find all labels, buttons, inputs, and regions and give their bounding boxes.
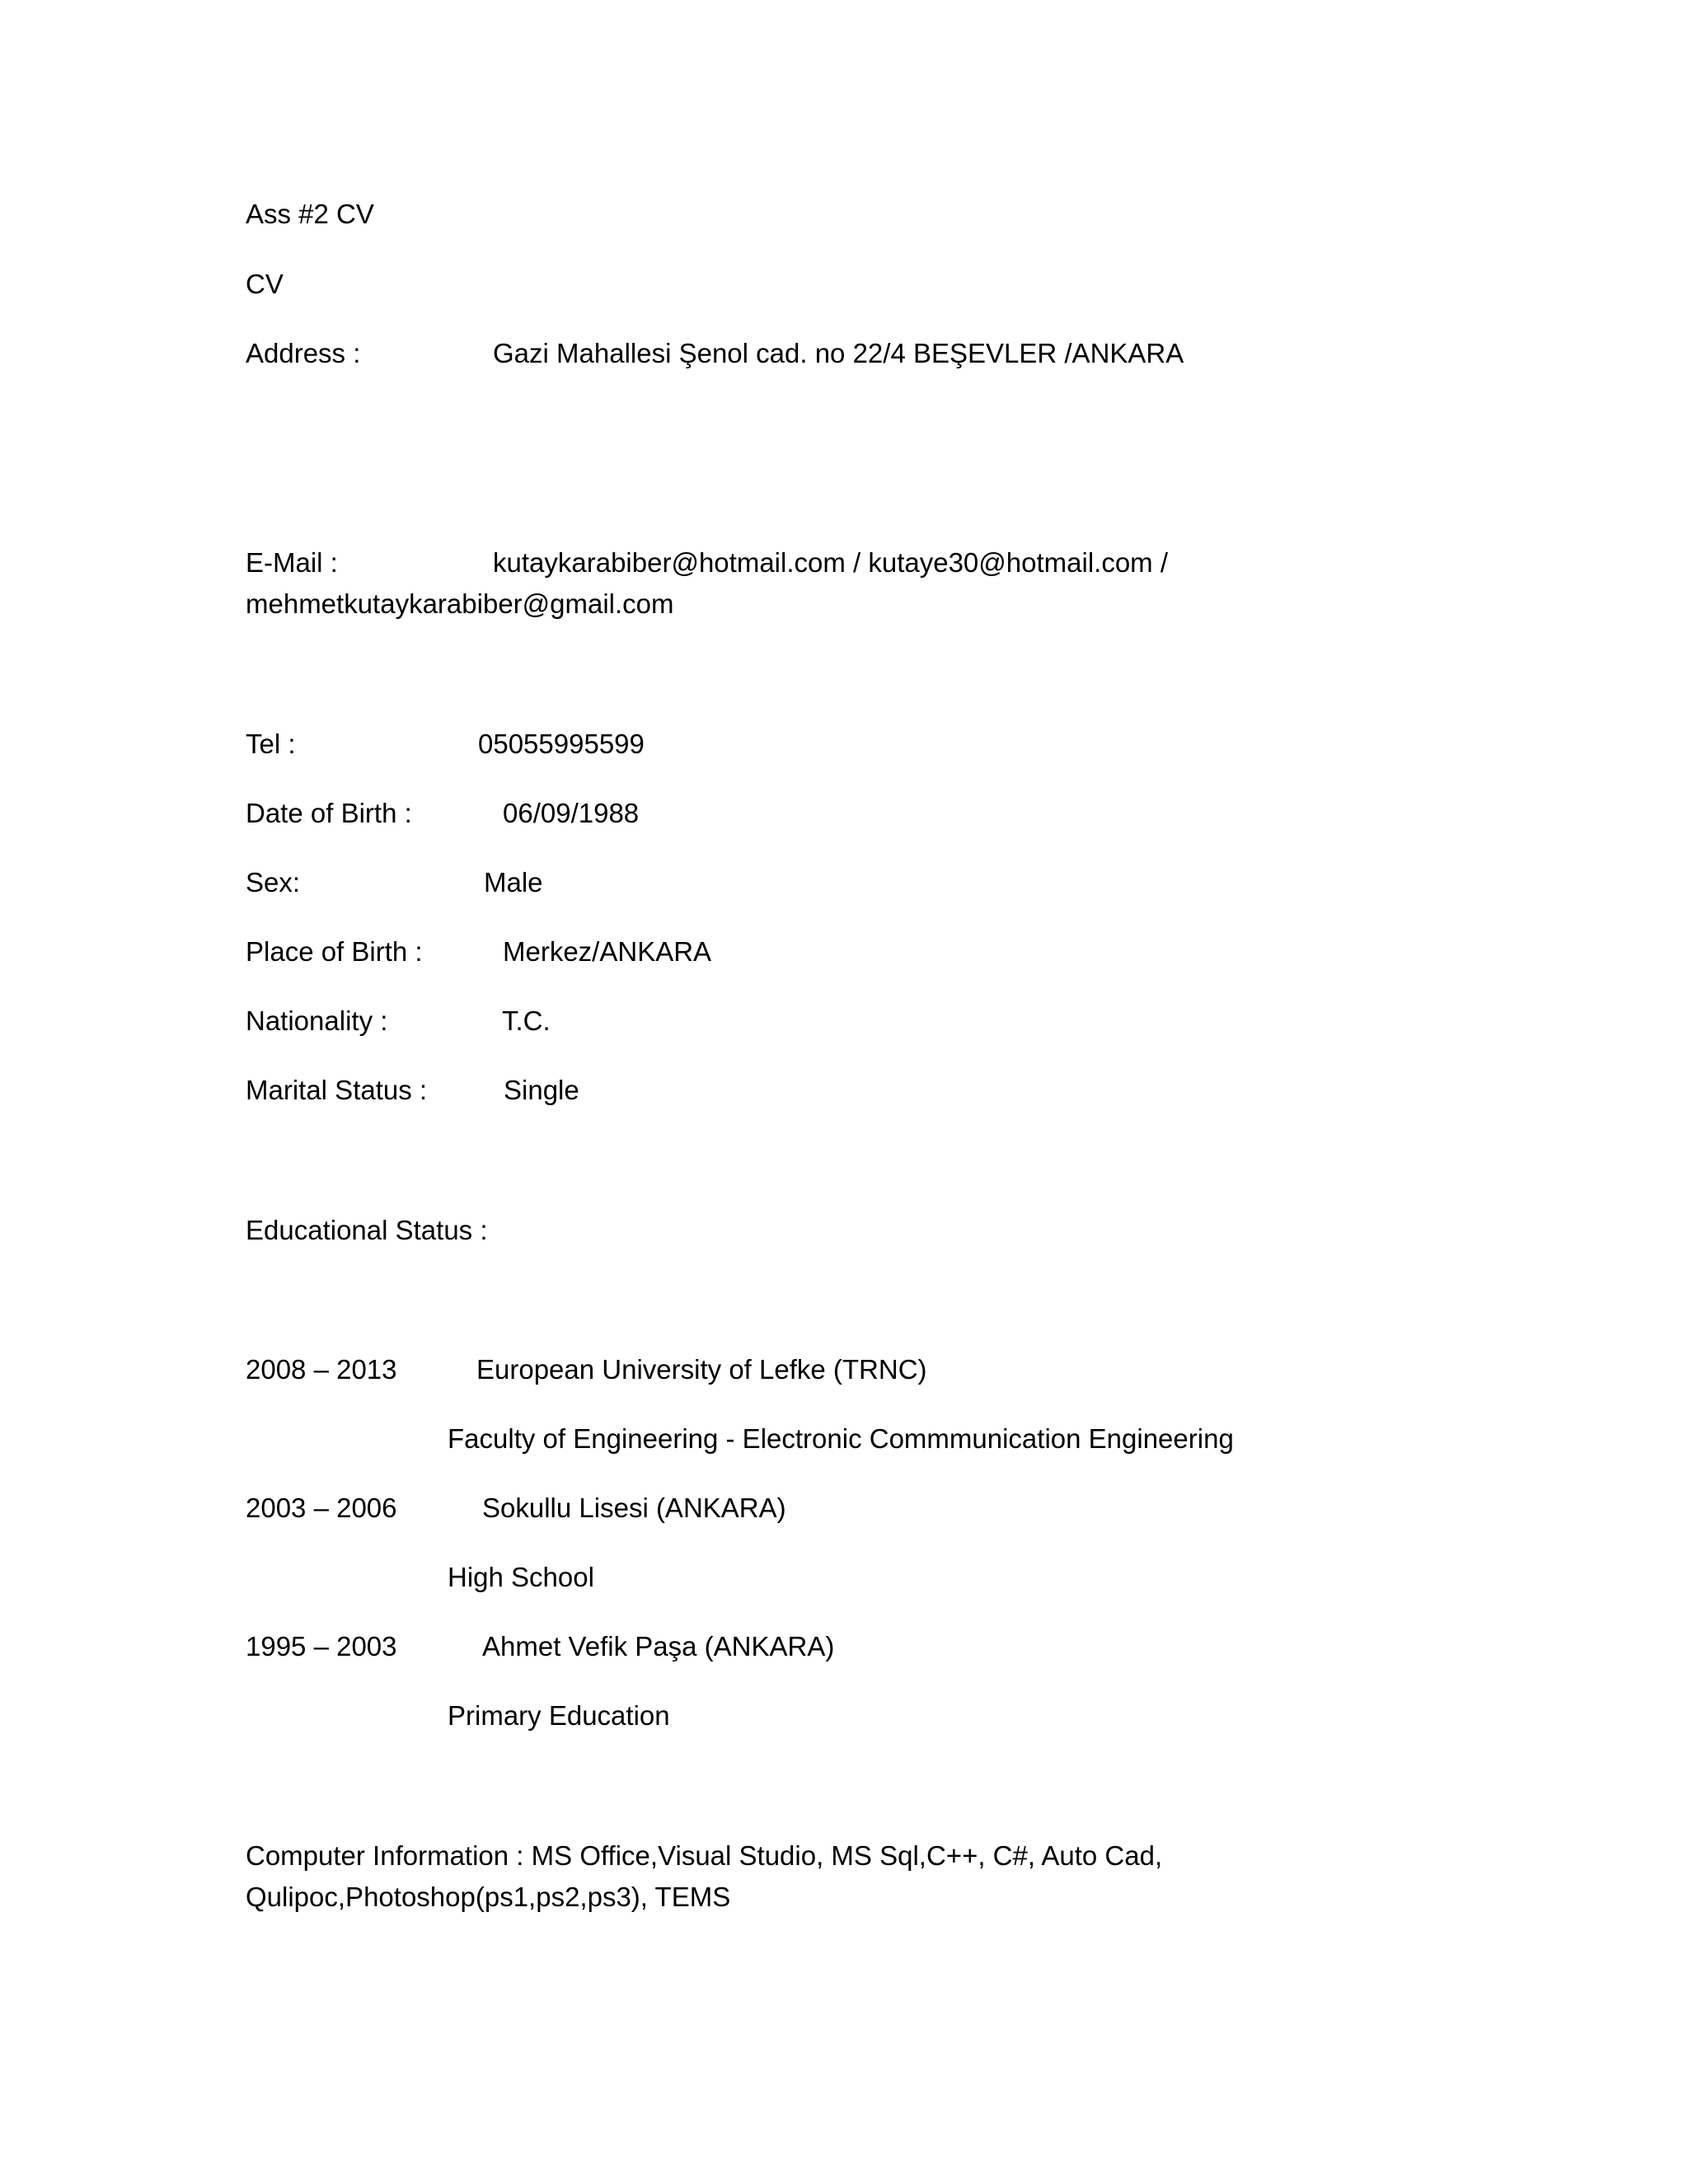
- assignment-title: Ass #2 CV: [246, 199, 374, 229]
- pob-row: [246, 931, 712, 972]
- education-school: Sokullu Lisesi (ANKARA): [482, 1493, 786, 1523]
- education-years: 2003 – 2006: [246, 1493, 397, 1523]
- education-heading: Educational Status :: [246, 1215, 488, 1245]
- document-title: CV: [246, 269, 284, 299]
- pob-value: Merkez/ANKARA: [503, 936, 712, 967]
- marital-value: Single: [504, 1075, 579, 1105]
- education-school: Ahmet Vefik Paşa (ANKARA): [482, 1631, 835, 1661]
- dob-row: [246, 793, 640, 834]
- education-entry: [246, 1626, 835, 1667]
- email-value-continued: mehmetkutaykarabiber@gmail.com: [246, 588, 674, 619]
- sex-row: [246, 862, 543, 903]
- pob-label: Place of Birth :: [246, 936, 423, 967]
- email-row: [246, 542, 1169, 583]
- education-entry: [246, 1349, 927, 1390]
- dob-label: Date of Birth :: [246, 798, 412, 828]
- email-label: E-Mail :: [246, 547, 338, 578]
- education-detail: Faculty of Engineering - Electronic Commmunication Engineering: [448, 1423, 1234, 1454]
- marital-row: [246, 1070, 579, 1111]
- education-school: European University of Lefke (TRNC): [476, 1354, 927, 1385]
- education-years: 2008 – 2013: [246, 1354, 397, 1385]
- computer-information-continued: Qulipoc,Photoshop(ps1,ps2,ps3), TEMS: [246, 1882, 731, 1912]
- education-detail: High School: [448, 1562, 594, 1592]
- education-years: 1995 – 2003: [246, 1631, 397, 1661]
- dob-value: 06/09/1988: [503, 798, 640, 828]
- email-value: kutaykarabiber@hotmail.com / kutaye30@hotmail.com /: [493, 547, 1169, 578]
- tel-label: Tel :: [246, 729, 296, 759]
- tel-row: [246, 724, 645, 765]
- education-entry: [246, 1488, 786, 1529]
- nationality-label: Nationality :: [246, 1005, 388, 1036]
- nationality-row: [246, 1001, 551, 1042]
- education-detail: Primary Education: [448, 1700, 670, 1731]
- nationality-value: T.C.: [502, 1005, 551, 1036]
- address-row: [246, 333, 1184, 374]
- address-value: Gazi Mahallesi Şenol cad. no 22/4 BEŞEVLER /ANKARA: [493, 338, 1184, 368]
- address-label: Address :: [246, 338, 361, 368]
- sex-value: Male: [484, 867, 543, 898]
- marital-label: Marital Status :: [246, 1075, 428, 1105]
- sex-label: Sex:: [246, 867, 301, 898]
- tel-value: 05055995599: [478, 729, 645, 759]
- computer-information: Computer Information : MS Office,Visual Studio, MS Sql,C++, C#, Auto Cad,: [246, 1840, 1163, 1871]
